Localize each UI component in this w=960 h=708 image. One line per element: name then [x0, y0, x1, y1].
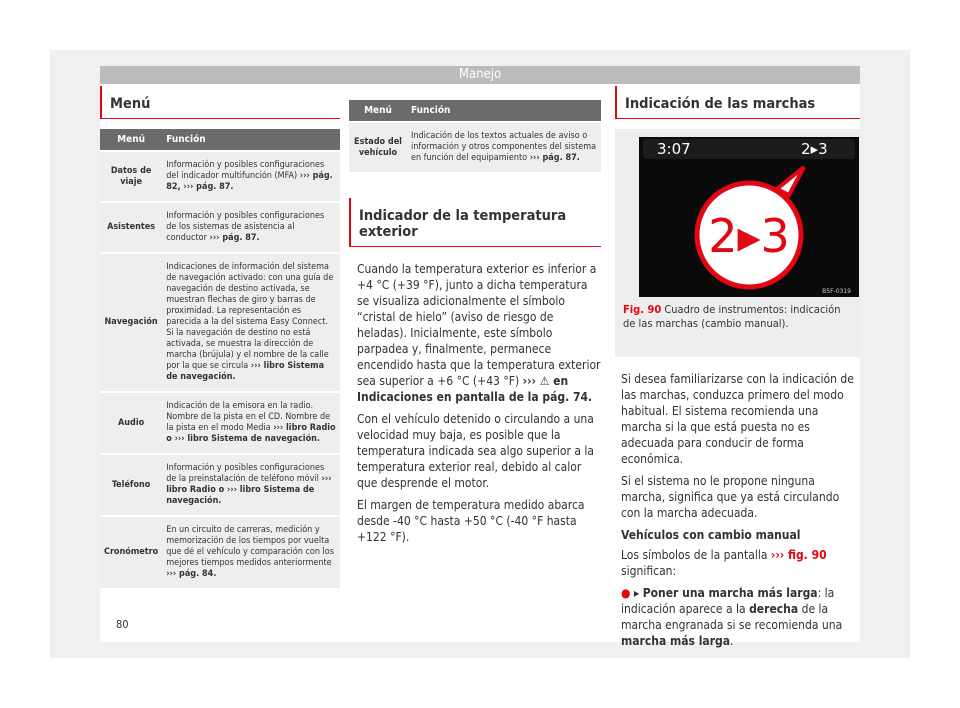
table-cell-menu: Asistentes — [100, 202, 162, 253]
table-header-menu: Menú — [349, 100, 407, 122]
paragraph: Si el sistema no le propone ninguna marcha, significa que ya está circulando con la marcha adecuada. — [621, 474, 840, 520]
menu-table-continued-body — [349, 122, 601, 172]
table-cell-function — [162, 202, 340, 253]
table-header-function: Función — [162, 129, 340, 151]
function-text: Información y posibles configuraciones del indicador multifunción (MFA) — [166, 160, 325, 181]
table-row — [100, 392, 340, 454]
cross-reference[interactable]: ››› ⚠ en Indicaciones en pantalla de la pág. 74. — [357, 374, 593, 404]
function-text: Información y posibles configuraciones de los sistemas de asistencia al conductor — [166, 211, 325, 243]
bullet-item — [621, 585, 860, 649]
column-temperature — [349, 86, 601, 551]
table-header-function: Función — [407, 100, 601, 122]
table-cell-function — [162, 392, 340, 454]
instrument-cluster-image — [639, 137, 859, 297]
bullet-text: de la marcha engranada si se recomienda una — [621, 602, 843, 632]
table-cell-menu: Estado del vehículo — [349, 122, 407, 172]
table-row — [100, 151, 340, 202]
bullet-bold: Poner una marcha más larga — [642, 586, 818, 600]
table-header-menu: Menú — [100, 129, 162, 151]
section-header: Manejo — [100, 66, 860, 84]
figure-reference[interactable]: ››› fig. 90 — [770, 548, 827, 562]
function-text: Indicación de los textos actuales de aviso o información y otros componentes del sistema en función del equipamiento — [411, 131, 597, 163]
figure-code: B5F-0319 — [822, 288, 851, 295]
function-text: Indicación de la emisora en la radio. Nombre de la pista en el CD. Nombre de la pista en el modo Media — [166, 401, 331, 433]
cross-reference[interactable]: ››› pág. 84. — [166, 569, 217, 579]
table-cell-menu: Datos de viaje — [100, 151, 162, 202]
paragraph — [357, 261, 601, 405]
bullet-bold: derecha — [749, 602, 799, 616]
bullet-bold: marcha más larga — [621, 634, 731, 648]
cross-reference[interactable]: ››› libro Sistema de navegación. — [166, 361, 325, 382]
table-cell-function — [162, 516, 340, 588]
column-menu — [100, 86, 340, 588]
section-title-menu: Menú — [100, 86, 340, 119]
clock-text: 3:07 — [657, 140, 691, 158]
table-header-row — [100, 129, 340, 151]
gear-small-text: 2▸3 — [801, 140, 828, 158]
section-title-gear: Indicación de las marchas — [615, 86, 860, 119]
menu-table-continued — [349, 100, 601, 172]
paragraph-text: Cuando la temperatura exterior es inferior a +4 °C (+39 °F), junto a dicha temperatura se visualiza adicionalmente el símbolo “cristal de hielo” (aviso de riesgo de heladas). Inicialmente, este símbolo parpadea y, finalmente, permanece encendido hasta que la temperatura exterior sea superior a +6 °C (+43 °F) — [357, 262, 601, 388]
table-cell-menu: Teléfono — [100, 454, 162, 516]
table-cell-function — [162, 253, 340, 392]
section-title-temperature: Indicador de la temperatura exterior — [349, 198, 601, 247]
function-text: Información y posibles configuraciones de la preinstalación de teléfono móvil — [166, 463, 325, 484]
table-cell-menu: Audio — [100, 392, 162, 454]
paragraph-text: significan: — [621, 564, 677, 578]
arrow-right-icon: ▸ — [633, 586, 640, 600]
table-cell-function — [407, 122, 601, 172]
function-text: Indicaciones de información del sistema de navegación activado: con una guía de navegación de destino activada, se muestran flechas de giro y barras de proximidad. La representación es parecida a la del sistema Easy Connect. Si la navegación de destino no está activada, se muestra la dirección de marcha (brújula) y el nombre de la calle por la que se circula — [166, 262, 334, 371]
bullet-icon: ● — [621, 586, 631, 600]
bullet-text: : la indicación aparece a la — [621, 586, 835, 616]
table-cell-menu: Navegación — [100, 253, 162, 392]
table-row — [100, 454, 340, 516]
paragraph: Con el vehículo detenido o circulando a una velocidad muy baja, es posible que la temperatura indicada sea algo superior a la temperatura exterior real, debido al calor que desprende el motor. — [357, 412, 594, 490]
cross-reference[interactable]: ››› pág. 87. — [529, 153, 580, 163]
figure-label: Fig. 90 — [623, 303, 662, 316]
menu-table — [100, 129, 340, 588]
paragraph-text: Los símbolos de la pantalla — [621, 548, 768, 562]
cross-reference[interactable]: ››› pág. 82, ››› pág. 87. — [166, 171, 333, 192]
table-cell-function — [162, 151, 340, 202]
figure-caption-text: Cuadro de instrumentos: indicación de las marchas (cambio manual). — [623, 303, 841, 330]
paragraph — [621, 547, 860, 579]
paragraph: Si desea familiarizarse con la indicación de las marchas, conduzca primero del modo habitual. El sistema recomienda una marcha si la que está puesta no es adecuada para conducir de forma económica. — [621, 372, 854, 466]
cross-reference[interactable]: ››› libro Radio o ››› libro Sistema de navegación. — [166, 423, 336, 444]
table-row — [100, 516, 340, 588]
column-gear-indicator — [615, 86, 860, 655]
table-cell-menu: Cronómetro — [100, 516, 162, 588]
function-text: En un circuito de carreras, medición y memorización de los tiempos por vuelta que dé el vehículo y comparación con los mejores tiempos medidos anteriormente — [166, 525, 334, 568]
table-row — [100, 202, 340, 253]
paragraph: El margen de temperatura medido abarca desde -40 °C hasta +50 °C (-40 °F hasta +122 °F). — [357, 498, 585, 544]
bullet-text: . — [730, 634, 734, 648]
temperature-text — [349, 247, 601, 545]
figure-90 — [615, 129, 860, 357]
cross-reference[interactable]: ››› libro Radio o ››› libro Sistema de navegación. — [166, 474, 332, 506]
cross-reference[interactable]: ››› pág. 87. — [209, 233, 260, 243]
table-row — [100, 253, 340, 392]
table-cell-function — [162, 454, 340, 516]
table-row — [349, 122, 601, 172]
gear-big-text: 2▸3 — [708, 209, 790, 263]
table-header-row — [349, 100, 601, 122]
page-number: 80 — [116, 618, 129, 631]
subheading: Vehículos con cambio manual — [621, 528, 801, 542]
cluster-illustration — [639, 137, 859, 297]
gear-text — [615, 357, 860, 649]
figure-caption — [623, 303, 853, 331]
menu-table-body — [100, 151, 340, 588]
